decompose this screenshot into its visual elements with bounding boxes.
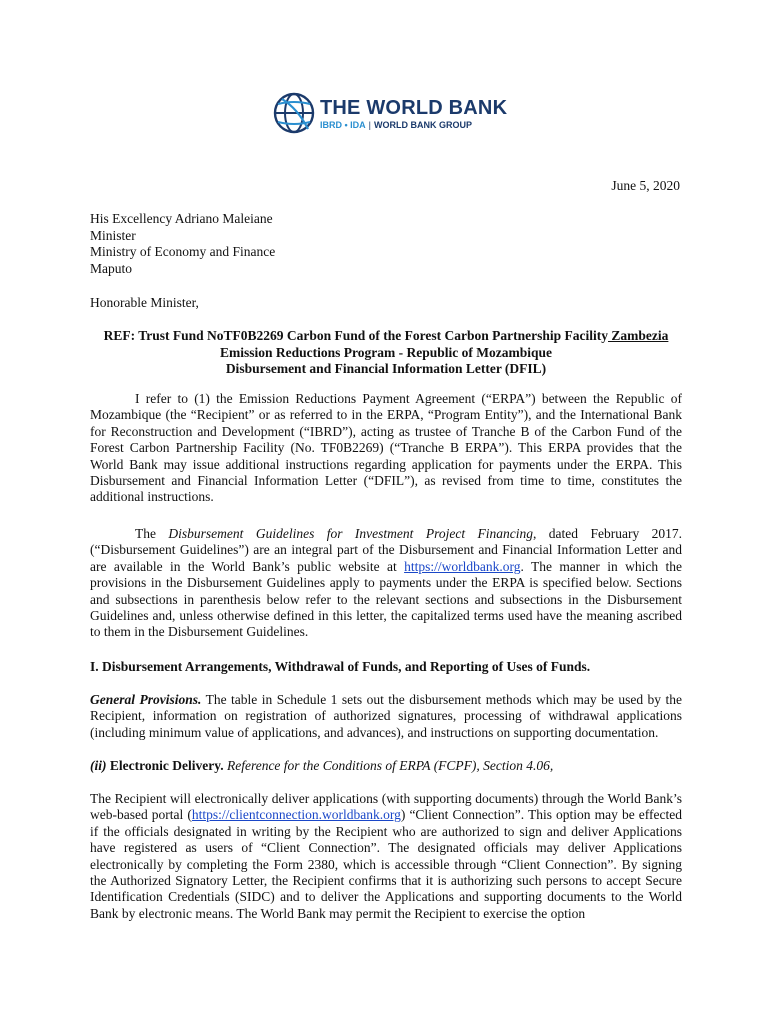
ref-part-1: REF: Trust Fund NoTF0B2269 Carbon Fund of the Forest Carbon Partnership Facility bbox=[103, 328, 609, 343]
ref-line-3: Disbursement and Financial Information Letter (DFIL) bbox=[225, 361, 547, 376]
electronic-delivery-text: ) “Client Connection”. This option may be effected if the officials designated in writing by the Recipient who are authorized to sign and deliver Applications have registered as users of “Client Connection”. The designated officials may deliver Applications electronically by completing the Form 2380, which is accessible through “Client Connection”. By signing the Authorized Signatory Letter, the Recipient confirms that it is authorizing such persons to accept Secure Identification Credentials (SIDC) and to deliver the Applications and supporting documents to the World Bank by electronic means. The World Bank may permit the Recipient to exercise the option bbox=[90, 807, 682, 921]
address-line: Maputo bbox=[90, 260, 132, 276]
subsection-label: Electronic Delivery. bbox=[106, 758, 224, 773]
worldbank-link[interactable]: https://worldbank.org bbox=[404, 558, 521, 574]
section-heading: I. Disbursement Arrangements, Withdrawal of Funds, and Reporting of Uses of Funds. bbox=[90, 659, 591, 674]
address-line: Ministry of Economy and Finance bbox=[90, 244, 276, 259]
paragraph-guidelines bbox=[90, 526, 682, 641]
electronic-delivery-text: The Recipient will electronically deliver applications (with supporting documents) through the World Bank’s web-based portal ( bbox=[90, 791, 682, 823]
logo-separator: | bbox=[368, 120, 371, 130]
world-bank-logo bbox=[272, 91, 512, 137]
reference-heading bbox=[90, 328, 682, 378]
ref-line-1 bbox=[90, 328, 682, 345]
guidelines-text: . The manner in which the provisions in the Disbursement Guidelines apply to payments under the ERPA is specified below. Sections and subsections in parenthesis below refer to the relevant sections and subsections in the Disbursement Guidelines and, unless otherwise defined in this letter, the capitalized terms used have the meaning ascribed to them in the Disbursement Guidelines. bbox=[90, 558, 682, 640]
client-connection-link[interactable]: https://clientconnection.worldbank.org bbox=[191, 807, 401, 823]
general-provisions-label: General Provisions. bbox=[90, 692, 202, 707]
ref-part-2: Zambezia bbox=[608, 328, 669, 343]
subsection-reference: Reference for the Conditions of ERPA (FCPF), Section 4.06, bbox=[223, 758, 554, 773]
paragraph-electronic-delivery bbox=[90, 791, 682, 922]
logo-subtitle bbox=[320, 120, 472, 130]
address-line: Minister bbox=[90, 227, 136, 243]
salutation: Honorable Minister, bbox=[90, 295, 199, 310]
logo-ibrd-ida: IBRD • IDA bbox=[320, 120, 366, 130]
globe-icon bbox=[272, 91, 316, 135]
letter-date: June 5, 2020 bbox=[611, 178, 680, 193]
address-line: His Excellency Adriano Maleiane bbox=[90, 211, 273, 226]
general-provisions-text: The table in Schedule 1 sets out the disbursement methods which may be used by the Recipient, information on registration of authorized signatures, processing of withdrawal applications (including minimum value of applications, and advances), and instructions on supporting documentation. bbox=[90, 692, 682, 740]
guidelines-title: Disbursement Guidelines for Investment Project Financing bbox=[168, 526, 533, 541]
subsection-number: (ii) bbox=[90, 758, 107, 773]
paragraph-electronic-delivery-heading bbox=[90, 758, 682, 774]
paragraph-intro: I refer to (1) the Emission Reductions Payment Agreement (“ERPA”) between the Republic of Mozambique (the “Recipient” or as referred to in the ERPA, “Program Entity”), and the International Bank for Reconstruction and Development (“IBRD”), acting as trustee of Tranche B of the Carbon Fund of the Forest Carbon Partnership Facility (No. TF0B2269) (“Tranche B ERPA”). This ERPA provides that the World Bank may issue additional instructions regarding application for payments under the ERPA. This Disbursement and Financial Information Letter (“DFIL”), as revised from time to time, constitutes the additional instructions. bbox=[90, 391, 682, 505]
logo-group: WORLD BANK GROUP bbox=[374, 120, 472, 130]
paragraph-general-provisions bbox=[90, 692, 682, 741]
recipient-address bbox=[90, 211, 275, 277]
logo-title: THE WORLD BANK bbox=[320, 97, 508, 119]
ref-line-2: Emission Reductions Program - Republic of Mozambique bbox=[219, 344, 552, 360]
guidelines-text: , dated February 2017. (“Disbursement Guidelines”) are an integral part of the Disbursement and Financial Information Letter and are available in the World Bank’s public website at bbox=[90, 526, 682, 574]
guidelines-text: The bbox=[135, 526, 169, 541]
